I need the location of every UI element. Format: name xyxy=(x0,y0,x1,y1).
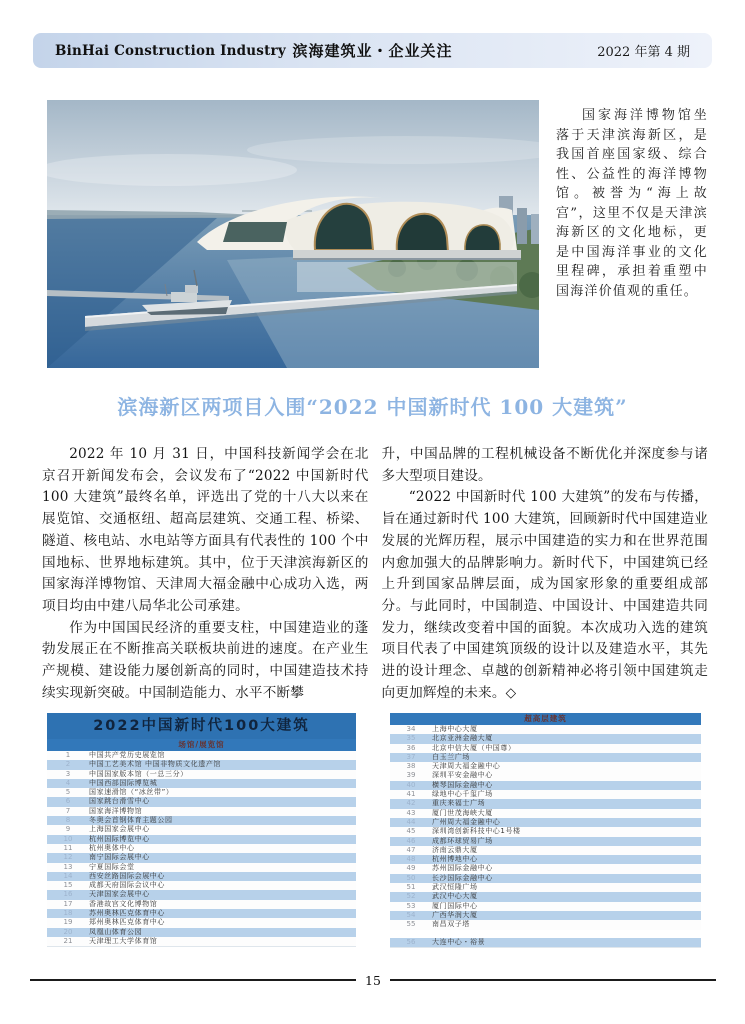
building-name: 成都环球贸易广场 xyxy=(432,836,493,845)
table-row xyxy=(390,846,701,855)
building-name: 深圳湾创新科技中心1号楼 xyxy=(432,827,521,836)
table-row xyxy=(47,872,356,881)
building-name: 冬奥会首钢体育主题公园 xyxy=(89,816,173,825)
row-number: 16 xyxy=(63,890,73,899)
row-number: 7 xyxy=(65,806,71,815)
row-number: 18 xyxy=(63,909,73,918)
table-row xyxy=(390,837,701,846)
table-row xyxy=(390,892,701,901)
row-number: 37 xyxy=(406,752,416,761)
building-name: 北京亚洲金融大厦 xyxy=(432,734,493,743)
table-row xyxy=(47,816,356,825)
building-name: 宁夏国际会堂 xyxy=(89,862,135,871)
building-name: 郑州奥林匹克体育中心 xyxy=(89,918,165,927)
row-number: 9 xyxy=(65,825,71,834)
body-paragraph: 作为中国国民经济的重要支柱，中国建造业的蓬勃发展正在不断推高关联板块前进的速度。在产业生产规模、建设能力屡创新高的同时，中国建造技术持续实现新突破。中国制造能力、水平不断攀 xyxy=(42,619,369,701)
table-row xyxy=(390,781,701,790)
row-number: 20 xyxy=(63,927,73,936)
table-row xyxy=(47,844,356,853)
row-number: 5 xyxy=(65,788,71,797)
table-row xyxy=(47,825,356,834)
building-name: 国家海洋博物馆 xyxy=(89,806,143,815)
table-row xyxy=(390,734,701,743)
building-name: 杭州国际博览中心 xyxy=(89,834,150,843)
building-name: 武汉中心大厦 xyxy=(432,892,478,901)
ranking-table-skyscrapers xyxy=(390,713,701,948)
table-row xyxy=(390,902,701,911)
table-row xyxy=(47,770,356,779)
table-row xyxy=(47,760,356,769)
table-row xyxy=(47,928,356,937)
table-row xyxy=(390,809,701,818)
row-number: 53 xyxy=(406,901,416,910)
building-name: 广州周大福金融中心 xyxy=(432,817,501,826)
row-number: 4 xyxy=(65,778,71,787)
table-title: 2022中国新时代100大建筑 xyxy=(47,713,356,739)
row-number: 39 xyxy=(406,771,416,780)
building-name: 天津周大福金融中心 xyxy=(432,762,501,771)
row-number: 6 xyxy=(65,797,71,806)
row-number: 19 xyxy=(63,918,73,927)
row-number: 46 xyxy=(406,836,416,845)
row-number: 55 xyxy=(406,920,416,929)
building-name: 上海中心大厦 xyxy=(432,725,478,733)
table-row xyxy=(390,911,701,920)
table-row xyxy=(47,853,356,862)
building-name: 广西华润大厦 xyxy=(432,910,478,919)
table-row xyxy=(47,751,356,760)
article-body xyxy=(42,444,708,704)
row-number: 41 xyxy=(406,790,416,799)
building-name: 武汉恒隆广场 xyxy=(432,883,478,892)
row-number: 47 xyxy=(406,845,416,854)
table-row xyxy=(47,890,356,899)
building-name: 成都天府国际会议中心 xyxy=(89,881,165,890)
building-name: 国家跳台滑雪中心 xyxy=(89,797,150,806)
row-number: 3 xyxy=(65,769,71,778)
building-name: 杭州博地中心 xyxy=(432,855,478,864)
header-journal-name-en: BinHai Construction Industry xyxy=(55,42,286,59)
row-number: 50 xyxy=(406,873,416,882)
building-name: 横琴国际金融中心 xyxy=(432,780,493,789)
table-row xyxy=(47,937,356,946)
row-number: 36 xyxy=(406,743,416,752)
row-number: 51 xyxy=(406,883,416,892)
page-footer xyxy=(30,972,716,988)
photo-caption: 国家海洋博物馆坐落于天津滨海新区，是我国首座国家级、综合性、公益性的海洋博物馆。被誉为“海上故宫”，这里不仅是天津滨海新区的文化地标，更是中国海洋事业的文化里程碑，承担着重塑中国海洋价值观的重任。 xyxy=(556,108,708,299)
row-number: 40 xyxy=(406,780,416,789)
table-row xyxy=(390,938,701,947)
table-category-skyscrapers: 超高层建筑 xyxy=(390,713,701,725)
table-row xyxy=(47,900,356,909)
building-name: 国家速滑馆（“冰丝带”） xyxy=(89,788,174,797)
building-name: 天津国家会展中心 xyxy=(89,890,150,899)
building-name: 香港故宫文化博物馆 xyxy=(89,899,158,908)
page-number: 15 xyxy=(365,972,381,988)
table-row xyxy=(47,918,356,927)
table-row xyxy=(390,920,701,929)
row-number: 8 xyxy=(65,816,71,825)
body-paragraph: 升，中国品牌的工程机械设备不断优化并深度参与诸多大型项目建设。 xyxy=(381,446,708,484)
table-row xyxy=(47,807,356,816)
row-number: 14 xyxy=(63,871,73,880)
header-section-title-cn: 滨海建筑业・企业关注 xyxy=(292,42,453,60)
table-spacer-row xyxy=(390,930,701,938)
table-category-venues: 场馆/展览馆 xyxy=(47,739,356,751)
building-name: 苏州奥林匹克体育中心 xyxy=(89,909,165,918)
building-name: 中国共产党历史展览馆 xyxy=(89,751,165,759)
building-name: 白玉兰广场 xyxy=(432,752,470,761)
footer-rule-right xyxy=(390,979,716,981)
building-name: 凤凰山体育公园 xyxy=(89,927,143,936)
row-number: 54 xyxy=(406,910,416,919)
table-row xyxy=(47,863,356,872)
table-row xyxy=(47,835,356,844)
table-row xyxy=(390,753,701,762)
row-number: 44 xyxy=(406,817,416,826)
building-name: 厦门国际中心 xyxy=(432,901,478,910)
table-row xyxy=(390,883,701,892)
table-row xyxy=(390,818,701,827)
building-name: 南昌双子塔 xyxy=(432,920,470,929)
building-name: 绿地中心千玺广场 xyxy=(432,790,493,799)
building-name: 深圳平安金融中心 xyxy=(432,771,493,780)
building-name: 济南云鼎大厦 xyxy=(432,845,478,854)
table-row xyxy=(47,909,356,918)
body-paragraph: “2022 中国新时代 100 大建筑”的发布与传播，旨在通过新时代 100 大建筑，回顾新时代中国建造业发展的光辉历程，展示中国建造的实力和在世界范围内愈加强大的品牌影响力。新时代下，中国建筑已经上升到国家品牌层面，成为国家形象的重要组成部分。与此同时，中国制造、中国设计、中国建造共同发力，继续改变着中国的面貌。本次成功入选的建筑项目代表了中国建筑顶级的设计以及建造水平，其先进的设计理念、卓越的创新精神必将引领中国建筑走向更加辉煌的未来。◇ xyxy=(381,489,708,701)
row-number: 45 xyxy=(406,827,416,836)
table-row xyxy=(390,790,701,799)
building-name: 苏州国际金融中心 xyxy=(432,864,493,873)
table-row xyxy=(390,874,701,883)
building-name: 北京中信大厦（中国尊） xyxy=(432,743,516,752)
building-name: 中国工艺美术馆 中国非物质文化遗产馆 xyxy=(89,760,222,769)
body-paragraph: 2022 年 10 月 31 日，中国科技新闻学会在北京召开新闻发布会，会议发布了“2022 中国新时代 100 大建筑”最终名单，评选出了党的十八大以来在展览馆、交通枢纽、超高层建筑、交通工程、桥梁、隧道、核电站、水电站等方面具有代表性的 100 个中国地标、世界地标建筑。其中，位于天津滨海新区的国家海洋博物馆、天津周大福金融中心成功入选，两项目均由中建八局华北公司承建。 xyxy=(42,446,369,614)
row-number: 21 xyxy=(63,936,73,945)
building-name: 天津理工大学体育馆 xyxy=(89,936,158,945)
footer-rule-left xyxy=(30,979,356,981)
table-row xyxy=(390,799,701,808)
table-row xyxy=(390,827,701,836)
row-number: 15 xyxy=(63,881,73,890)
building-name: 中国西部国际博览城 xyxy=(89,778,158,787)
building-name: 大连中心・裕景 xyxy=(432,937,486,946)
row-number: 11 xyxy=(63,843,73,852)
header-issue-number: 2022 年第 4 期 xyxy=(597,45,690,60)
row-number: 1 xyxy=(65,751,71,759)
building-name: 厦门世茂海峡大厦 xyxy=(432,808,493,817)
table-row xyxy=(47,797,356,806)
building-name: 杭州奥体中心 xyxy=(89,843,135,852)
building-name: 上海国家会展中心 xyxy=(89,825,150,834)
table-row xyxy=(390,771,701,780)
table-rows-skyscrapers xyxy=(390,725,701,947)
row-number: 34 xyxy=(406,725,416,733)
table-row xyxy=(390,725,701,734)
page-header-bar xyxy=(33,33,712,68)
row-number: 49 xyxy=(406,864,416,873)
row-number: 38 xyxy=(406,762,416,771)
building-name: 长沙国际金融中心 xyxy=(432,873,493,882)
table-row xyxy=(390,864,701,873)
body-column-left xyxy=(42,444,369,704)
building-name: 南宁国际会展中心 xyxy=(89,853,150,862)
row-number: 52 xyxy=(406,892,416,901)
row-number: 17 xyxy=(63,899,73,908)
building-name: 中国国家版本馆（一总三分） xyxy=(89,769,188,778)
row-number: 43 xyxy=(406,808,416,817)
table-row xyxy=(47,779,356,788)
row-number: 10 xyxy=(63,834,73,843)
building-name: 西安丝路国际会展中心 xyxy=(89,871,165,880)
row-number: 13 xyxy=(63,862,73,871)
table-row xyxy=(390,744,701,753)
row-number: 48 xyxy=(406,855,416,864)
building-name: 重庆来福士广场 xyxy=(432,799,486,808)
maritime-museum-photo xyxy=(47,100,539,368)
row-number: 35 xyxy=(406,734,416,743)
row-number: 56 xyxy=(406,937,416,946)
row-number: 42 xyxy=(406,799,416,808)
body-column-right xyxy=(382,444,709,704)
article-title: 滨海新区两项目入围“2022 中国新时代 100 大建筑” xyxy=(117,395,628,419)
row-number: 12 xyxy=(63,853,73,862)
ranking-table-venues xyxy=(47,713,356,947)
row-number: 2 xyxy=(65,760,71,769)
table-rows-venues xyxy=(47,751,356,946)
